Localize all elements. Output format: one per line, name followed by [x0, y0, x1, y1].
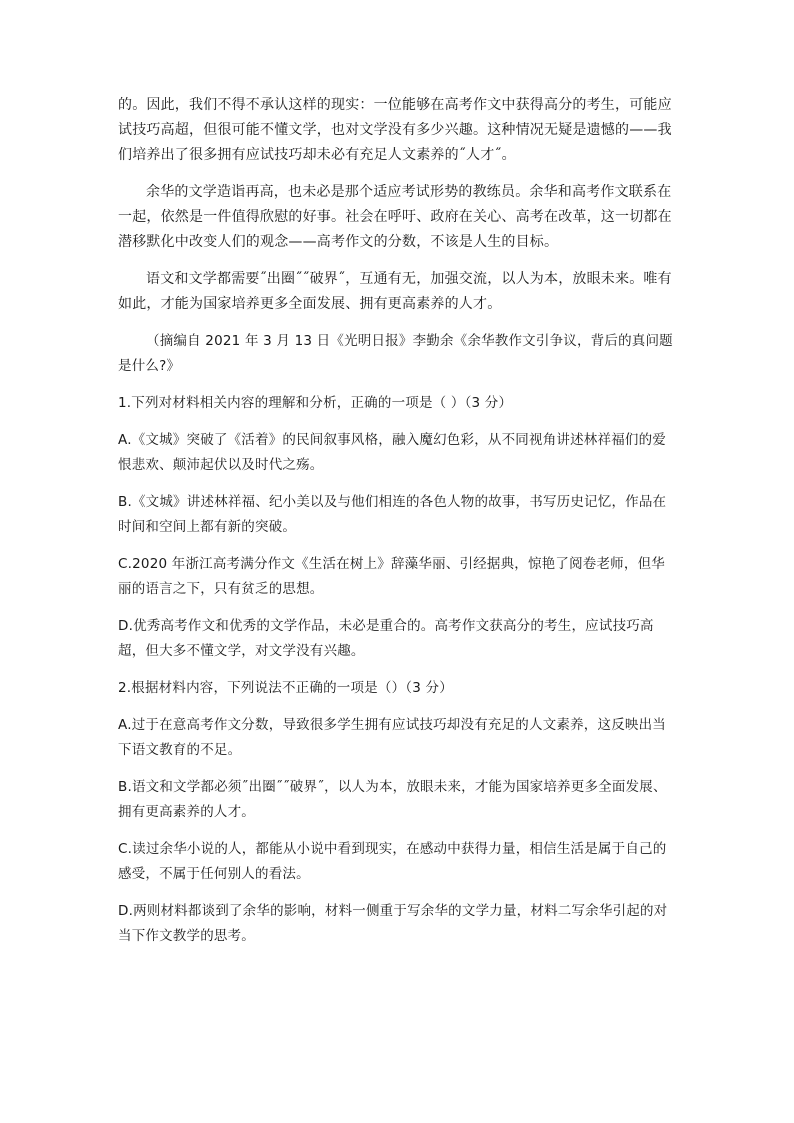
question-1-option-c: C.2020 年浙江高考满分作文《生活在树上》辞藻华丽、引经据典，惊艳了阅卷老师，但华丽的语言之下，只有贫乏的思想。: [118, 556, 665, 597]
question-2-option-b: B.语文和文学都必须˝出圈˝˝破界˝，以人为本，放眼未来，才能为国家培养更多全面发展、拥有更高素养的人才。: [118, 779, 667, 820]
passage-paragraph-3: 语文和文学都需要˝出圈˝˝破界˝，互通有无，加强交流，以人为本，放眼未来。唯有如此，才能为国家培养更多全面发展、拥有更高素养的人才。: [118, 271, 672, 312]
question-2-option-c: C.读过余华小说的人，都能从小说中看到现实，在感动中获得力量，相信生活是属于自己的感受，不属于任何别人的看法。: [118, 841, 667, 882]
passage-paragraph-1: 的。因此，我们不得不承认这样的现实：一位能够在高考作文中获得高分的考生，可能应试技巧高超，但很可能不懂文学，也对文学没有多少兴趣。这种情况无疑是遗憾的——我们培养出了很多拥有应试技巧却未必有充足人文素养的˝人才˝。: [118, 97, 672, 163]
question-2-option-d: D.两则材料都谈到了余华的影响，材料一侧重于写余华的文学力量，材料二写余华引起的对当下作文教学的思考。: [118, 903, 668, 944]
question-1-option-b: B.《文城》讲述林祥福、纪小美以及与他们相连的各色人物的故事，书写历史记忆，作品在时间和空间上都有新的突破。: [118, 494, 667, 535]
passage-source-note: （摘编自 2021 年 3 月 13 日《光明日报》李勤余《余华教作文引争议，背后的真问题是什么?》: [118, 333, 673, 374]
document-content: [118, 93, 678, 961]
question-1-stem: 1.下列对材料相关内容的理解和分析，正确的一项是（ ）（3 分）: [118, 395, 513, 411]
question-1-option-a: A.《文城》突破了《活着》的民间叙事风格，融入魔幻色彩，从不同视角讲述林祥福们的爱恨悲欢、颠沛起伏以及时代之殇。: [118, 432, 666, 473]
passage-paragraph-2: 余华的文学造诣再高，也未必是那个适应考试形势的教练员。余华和高考作文联系在一起，依然是一件值得欣慰的好事。社会在呼吁、政府在关心、高考在改革，这一切都在潜移默化中改变人们的观念——高考作文的分数，不该是人生的目标。: [118, 184, 672, 250]
question-1-option-d: D.优秀高考作文和优秀的文学作品，未必是重合的。高考作文获高分的考生，应试技巧高超，但大多不懂文学，对文学没有兴趣。: [118, 618, 654, 659]
question-2-option-a: A.过于在意高考作文分数，导致很多学生拥有应试技巧却没有充足的人文素养，这反映出当下语文教育的不足。: [118, 717, 666, 758]
question-2-stem: 2.根据材料内容，下列说法不正确的一项是（）（3 分）: [118, 680, 453, 696]
